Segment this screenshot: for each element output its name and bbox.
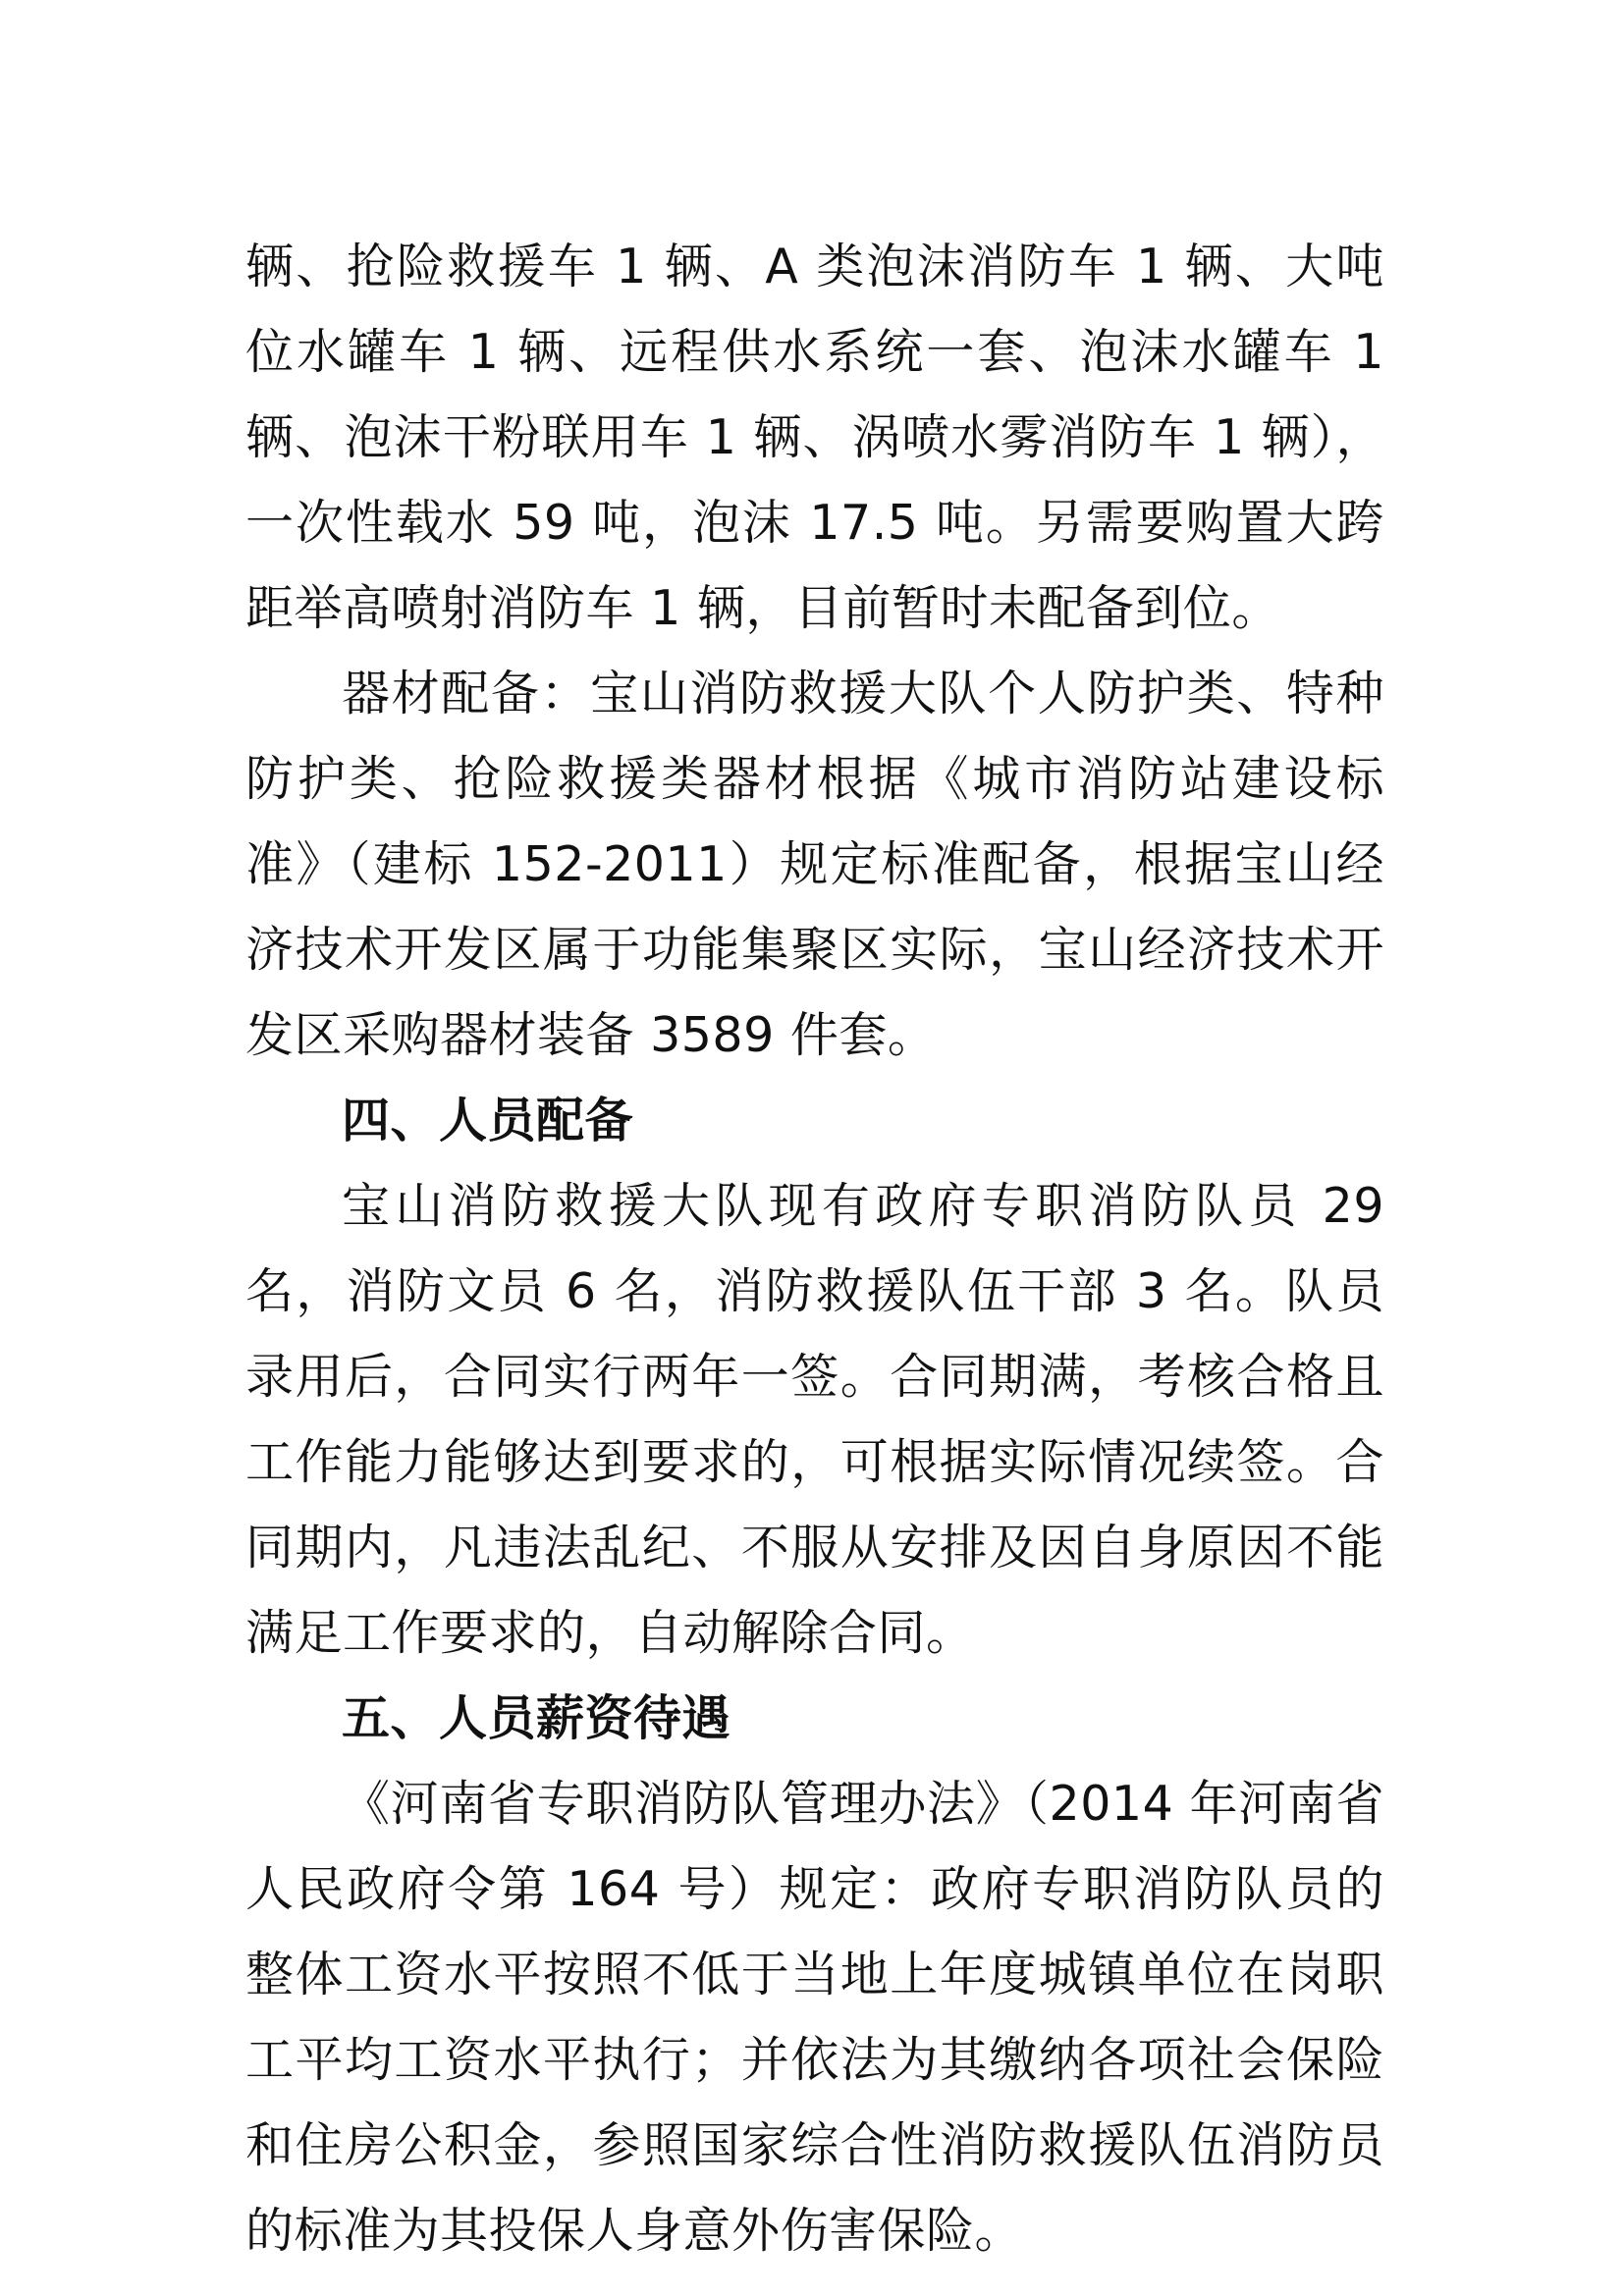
vehicles-paragraph: 辆、抢险救援车 1 辆、A 类泡沫消防车 1 辆、大吨位水罐车 1 辆、远程供水系统一套、泡沫水罐车 1 辆、泡沫干粉联用车 1 辆、涡喷水雾消防车 1 辆），一次性载水 59 吨，泡沫 17.5 吨。另需要购置大跨距举高喷射消防车 1 辆，目前暂时未配备到位。 [245,239,1384,636]
section-4-heading: 四、人员配备 [342,1093,634,1148]
section-4-paragraph: 宝山消防救援大队现有政府专职消防队员 29 名，消防文员 6 名，消防救援队伍干部 3 名。队员录用后，合同实行两年一签。合同期满，考核合格且工作能力能够达到要求的，可根据实际情况续签。合同期内，凡违法乱纪、不服从安排及因自身原因不能满足工作要求的，自动解除合同。 [245,1178,1384,1661]
document-body [245,224,1384,2273]
section-5-heading: 五、人员薪资待遇 [342,1690,731,1746]
equipment-paragraph: 器材配备：宝山消防救援大队个人防护类、特种防护类、抢险救援类器材根据《城市消防站建设标准》（建标 152-2011）规定标准配备，根据宝山经济技术开发区属于功能集聚区实际，宝山经济技术开发区采购器材装备 3589 件套。 [245,666,1384,1063]
section-5-paragraph: 《河南省专职消防队管理办法》（2014 年河南省人民政府令第 164 号）规定：政府专职消防队员的整体工资水平按照不低于当地上年度城镇单位在岗职工平均工资水平执行；并依法为其缴纳各项社会保险和住房公积金，参照国家综合性消防救援队伍消防员的标准为其投保人身意外伤害保险。 [245,1776,1384,2259]
